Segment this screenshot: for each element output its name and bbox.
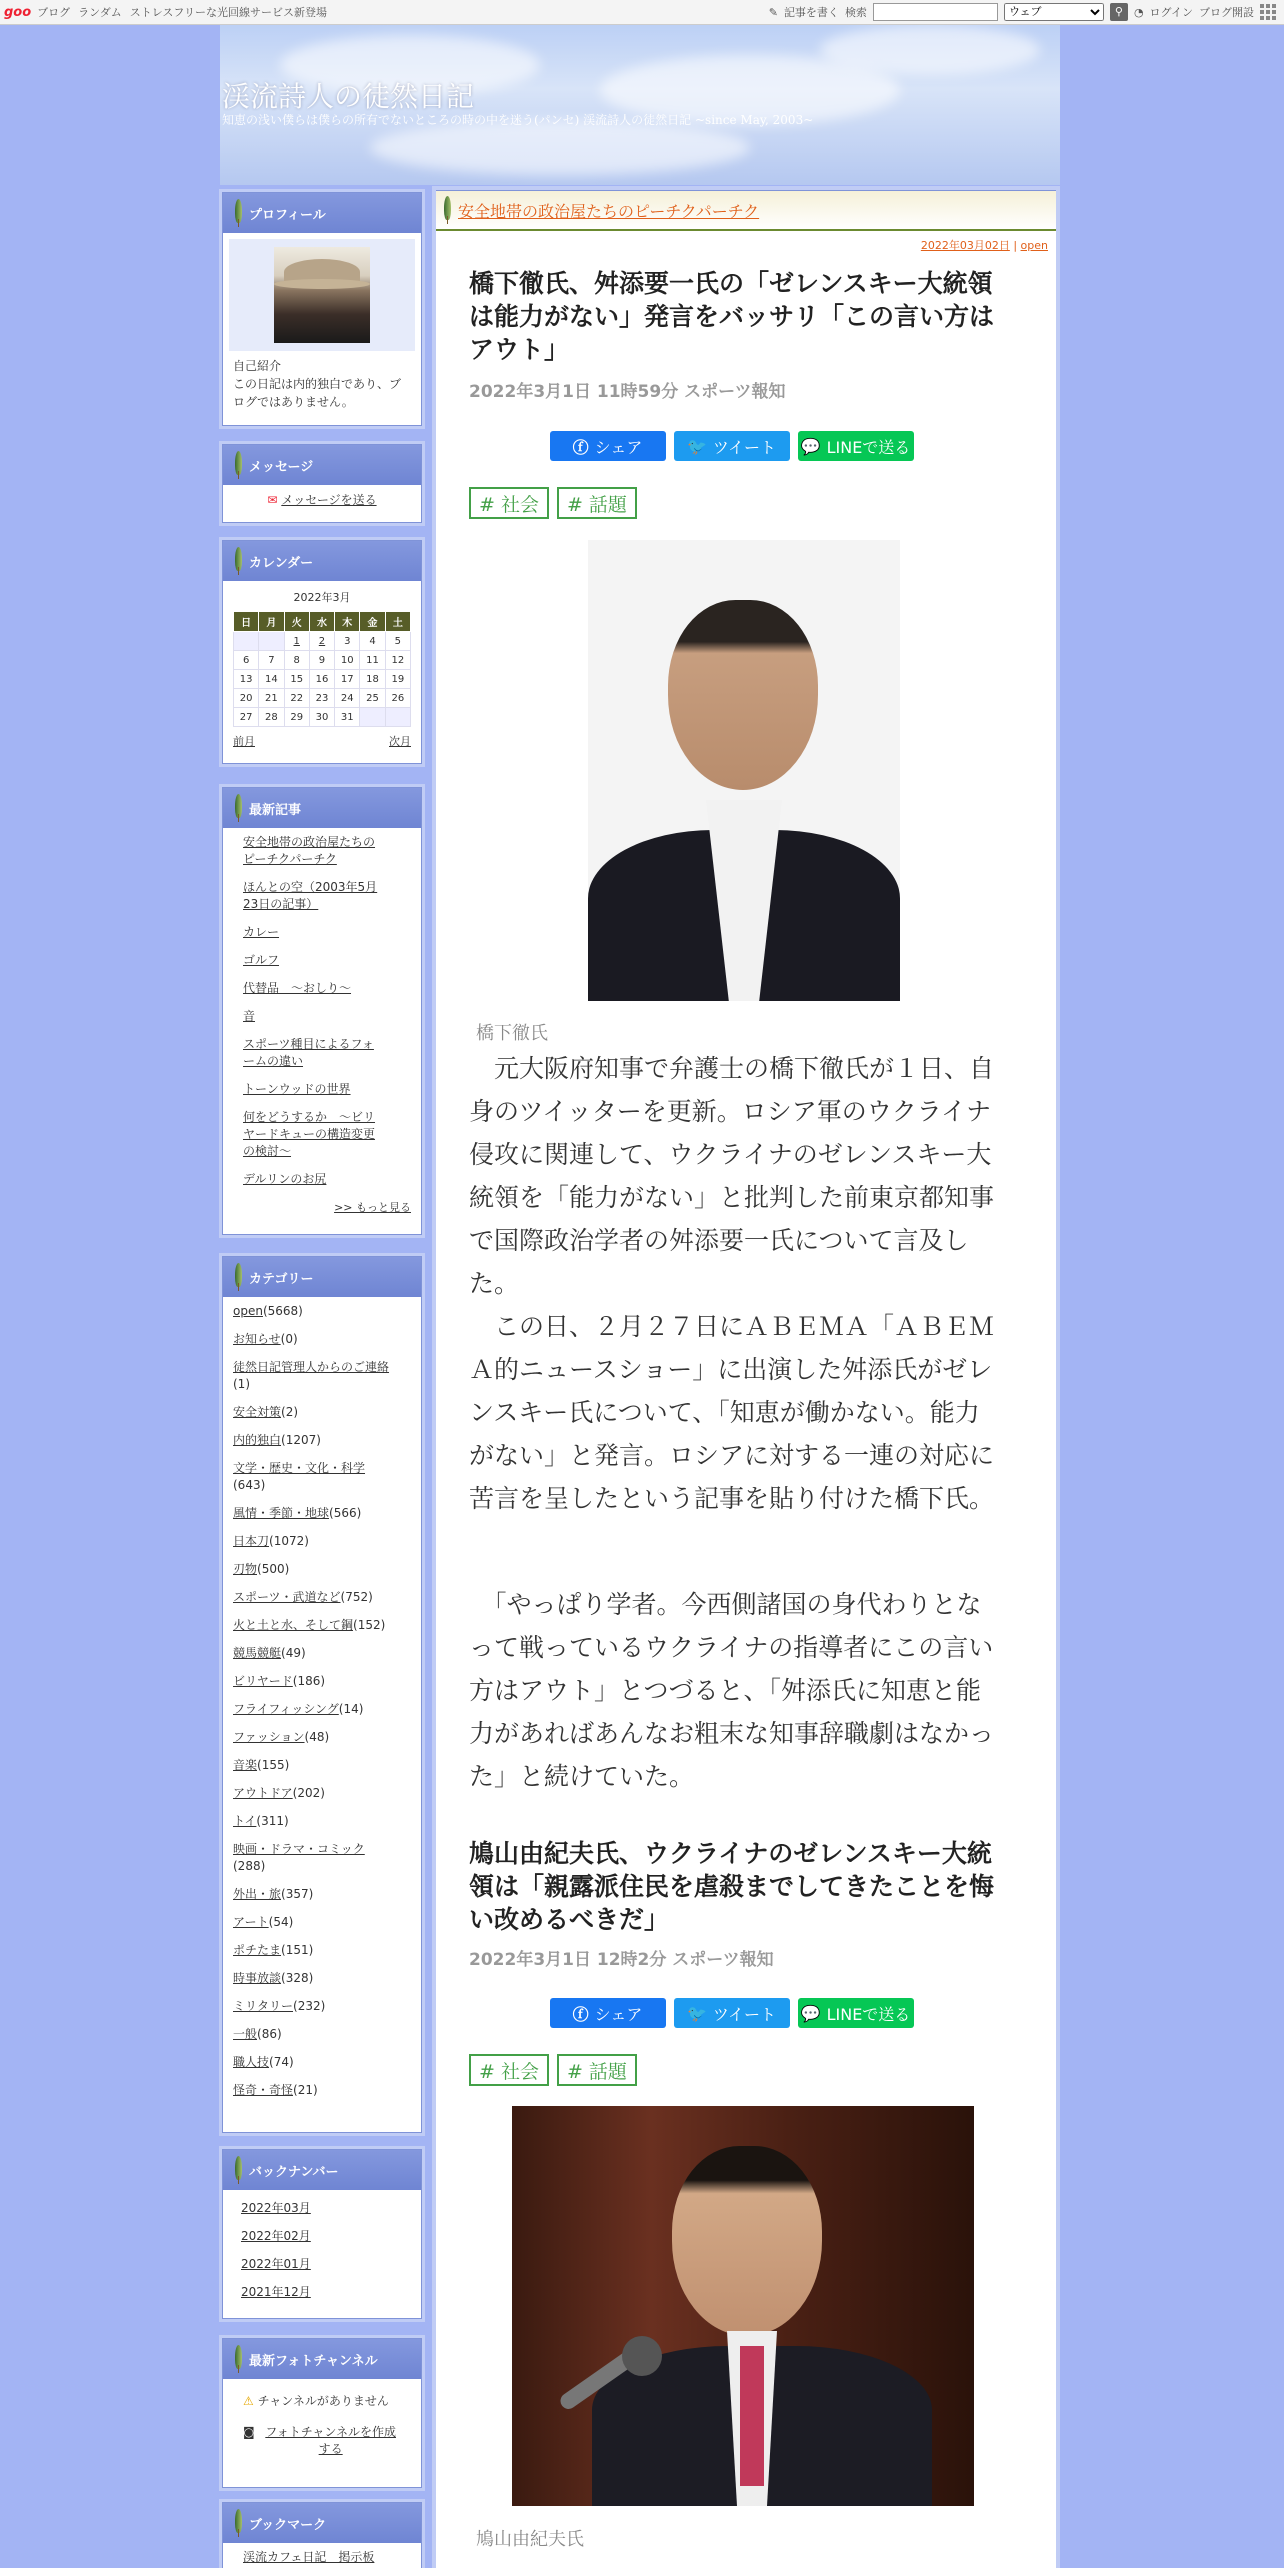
warning-icon: ⚠ bbox=[243, 2394, 254, 2408]
category-item bbox=[233, 1331, 393, 1348]
category-count: (54) bbox=[268, 1915, 294, 1929]
calendar-day-header: 日 bbox=[234, 612, 259, 632]
profile-box bbox=[222, 192, 422, 426]
leaf-icon bbox=[233, 2345, 243, 2373]
category-item bbox=[233, 2082, 393, 2099]
category-link[interactable]: ビリヤード bbox=[233, 1674, 293, 1688]
category-item bbox=[233, 1673, 393, 1690]
recent-post-link[interactable]: カレー bbox=[243, 925, 280, 939]
category-link[interactable]: ファッション bbox=[233, 1730, 305, 1744]
category-link[interactable]: 怪奇・奇怪 bbox=[233, 2083, 294, 2097]
article2-share-bar bbox=[469, 1998, 994, 2028]
search-icon[interactable]: ⚲ bbox=[1110, 3, 1128, 21]
recent-post-link[interactable]: ゴルフ bbox=[243, 953, 280, 967]
site-title[interactable]: 渓流詩人の徒然日記 bbox=[222, 80, 475, 113]
calendar-day: 10 bbox=[335, 651, 360, 670]
category-item bbox=[233, 1505, 393, 1522]
search-label: 検索 bbox=[844, 6, 867, 19]
category-link[interactable]: スポーツ・武道など bbox=[233, 1590, 341, 1604]
twitter-icon: 🐦 bbox=[686, 436, 707, 456]
calendar-day: 5 bbox=[385, 632, 410, 651]
calendar-day-header: 火 bbox=[284, 612, 309, 632]
post-date-line: 2022年03月02日 | open bbox=[920, 239, 1048, 252]
category-count: (1) bbox=[233, 1377, 250, 1391]
post-category-link[interactable]: open bbox=[1020, 239, 1048, 252]
backnumber-link[interactable]: 2022年03月 bbox=[241, 2201, 311, 2215]
category-count: (49) bbox=[281, 1646, 306, 1660]
profile-heading: プロフィール bbox=[223, 193, 421, 233]
facebook-share-button[interactable]: ⓕ シェア bbox=[550, 1998, 666, 2028]
camera-icon: ◙ bbox=[243, 2425, 255, 2439]
category-count: (643) bbox=[233, 1478, 266, 1492]
calendar-day: 28 bbox=[259, 708, 284, 727]
recent-post-link[interactable]: 代替品 ～おしり～ bbox=[243, 981, 352, 995]
article2-photo bbox=[512, 2106, 974, 2506]
calendar-day-header: 木 bbox=[335, 612, 360, 632]
photochannel-none: チャンネルがありません bbox=[257, 2394, 389, 2408]
facebook-icon: ⓕ bbox=[572, 2004, 589, 2024]
category-count: (1207) bbox=[281, 1433, 321, 1447]
calendar-day: 4 bbox=[360, 632, 385, 651]
profile-text: この日記は内的独白であり、ブログではありません。 bbox=[233, 377, 402, 409]
backnumber-link[interactable]: 2021年12月 bbox=[241, 2285, 311, 2299]
calendar-day: 14 bbox=[259, 670, 284, 689]
backnumber-link[interactable]: 2022年01月 bbox=[241, 2257, 311, 2271]
recent-post-link[interactable]: スポーツ種目によるフォームの違い bbox=[243, 1037, 374, 1068]
calendar-heading: カレンダー bbox=[223, 541, 421, 581]
category-count: (48) bbox=[304, 1730, 330, 1744]
calendar-day: 7 bbox=[259, 651, 284, 670]
calendar-week-row bbox=[234, 708, 411, 727]
topbar-link-blog[interactable]: ブログ bbox=[37, 6, 71, 19]
topbar-link-promo[interactable]: ストレスフリーな光回線サービス新登場 bbox=[129, 6, 327, 19]
recent-heading: 最新記事 bbox=[223, 788, 421, 828]
category-item bbox=[233, 1914, 393, 1931]
profile-intro-label: 自己紹介 bbox=[233, 359, 282, 373]
goo-logo[interactable]: goo bbox=[4, 4, 32, 20]
leaf-icon bbox=[442, 196, 452, 224]
category-count: (5668) bbox=[262, 1304, 303, 1318]
post-date-link[interactable]: 2022年03月02日 bbox=[920, 239, 1010, 252]
recent-post-link[interactable]: デルリンのお尻 bbox=[243, 1172, 327, 1186]
article1-headline: 橋下徹氏、舛添要一氏の「ゼレンスキー大統領は能力がない」発言をバッサリ「この言い方はアウト」 bbox=[469, 269, 995, 364]
calendar-table bbox=[233, 611, 411, 727]
category-count: (186) bbox=[292, 1674, 326, 1688]
leaf-icon bbox=[233, 1263, 243, 1291]
calendar-day: 26 bbox=[385, 689, 410, 708]
backnumber-heading: バックナンバー bbox=[223, 2150, 421, 2190]
calendar-next-link[interactable]: 次月 bbox=[389, 735, 411, 748]
backnumber-link[interactable]: 2022年02月 bbox=[241, 2229, 311, 2243]
calendar-day: 24 bbox=[335, 689, 360, 708]
recent-posts-box bbox=[222, 787, 422, 1235]
message-box bbox=[222, 444, 422, 523]
category-count: (86) bbox=[257, 2027, 282, 2041]
leaf-icon bbox=[233, 2509, 243, 2537]
calendar-box bbox=[222, 540, 422, 764]
recent-post-link[interactable]: 何をどうするか ～ビリヤードキューの構造変更の検討～ bbox=[243, 1110, 376, 1158]
article1-photo bbox=[588, 540, 900, 1001]
category-count: (752) bbox=[340, 1590, 373, 1604]
category-link[interactable]: 一般 bbox=[233, 2027, 258, 2041]
message-heading: メッセージ bbox=[223, 445, 421, 485]
calendar-day[interactable]: 1 bbox=[284, 632, 309, 651]
category-link[interactable]: 徒然日記管理人からのご連絡 bbox=[233, 1360, 390, 1374]
category-link[interactable]: フライフィッシング bbox=[233, 1702, 339, 1716]
calendar-day: 15 bbox=[284, 670, 309, 689]
category-item bbox=[233, 1813, 393, 1830]
category-item bbox=[233, 1533, 393, 1550]
category-item bbox=[233, 1970, 393, 1987]
leaf-icon bbox=[233, 451, 243, 479]
calendar-day: 11 bbox=[360, 651, 385, 670]
leaf-icon bbox=[233, 794, 243, 822]
category-item bbox=[233, 1561, 393, 1578]
category-link[interactable]: open bbox=[233, 1304, 263, 1318]
calendar-day: 21 bbox=[259, 689, 284, 708]
line-share-button[interactable]: 💬 LINEで送る bbox=[798, 431, 914, 461]
line-icon: 💬 bbox=[800, 2003, 821, 2023]
article2-headline: 鳩山由紀夫氏、ウクライナのゼレンスキー大統領は「親露派住民を虐殺までしてきたことを悔い改めるべきだ」 bbox=[469, 1839, 995, 1934]
tag-topic[interactable]: # 話題 bbox=[557, 2054, 637, 2086]
category-item bbox=[233, 2054, 393, 2071]
category-count: (288) bbox=[233, 1859, 266, 1873]
category-link[interactable]: 映画・ドラマ・コミック bbox=[233, 1842, 365, 1856]
facebook-icon: ⓕ bbox=[572, 437, 589, 457]
category-link[interactable]: 火と土と水、そして鋼 bbox=[233, 1618, 354, 1632]
calendar-day: 22 bbox=[284, 689, 309, 708]
category-count: (14) bbox=[338, 1702, 364, 1716]
calendar-day: 3 bbox=[335, 632, 360, 651]
category-item bbox=[233, 1729, 393, 1746]
article1-meta: 2022年3月1日 11時59分 スポーツ報知 bbox=[469, 382, 786, 402]
write-post-link[interactable]: 記事を書く bbox=[783, 6, 839, 19]
category-item bbox=[233, 1432, 393, 1449]
photochannel-box bbox=[222, 2338, 422, 2488]
tag-society[interactable]: # 社会 bbox=[469, 487, 549, 519]
category-item bbox=[233, 1589, 393, 1606]
category-link[interactable]: 音楽 bbox=[233, 1758, 258, 1772]
category-item bbox=[233, 1785, 393, 1802]
category-count: (152) bbox=[353, 1618, 386, 1632]
calendar-day: 31 bbox=[335, 708, 360, 727]
calendar-day: 18 bbox=[360, 670, 385, 689]
article1-tags bbox=[469, 487, 994, 519]
top-bar bbox=[0, 0, 1284, 25]
recent-post-link[interactable]: 音 bbox=[243, 1009, 256, 1023]
category-link[interactable]: 競馬競艇 bbox=[233, 1646, 282, 1660]
category-count: (1072) bbox=[269, 1534, 309, 1548]
leaf-icon bbox=[233, 547, 243, 575]
login-link[interactable]: ログイン bbox=[1149, 6, 1193, 19]
article1-share-bar bbox=[469, 431, 994, 461]
category-item bbox=[233, 2026, 393, 2043]
category-link[interactable]: 職人技 bbox=[233, 2055, 270, 2069]
photochannel-heading: 最新フォトチャンネル bbox=[223, 2339, 421, 2379]
category-item bbox=[233, 1460, 393, 1494]
search-scope-select[interactable] bbox=[1004, 3, 1104, 21]
category-item bbox=[233, 1942, 393, 1959]
category-count: (500) bbox=[257, 1562, 290, 1576]
twitter-icon: 🐦 bbox=[686, 2003, 707, 2023]
facebook-share-button[interactable]: ⓕ シェア bbox=[550, 431, 666, 461]
calendar-day: 19 bbox=[385, 670, 410, 689]
calendar-day[interactable]: 2 bbox=[309, 632, 334, 651]
article1-caption: 橋下徹氏 bbox=[476, 1023, 548, 1044]
category-count: (202) bbox=[292, 1786, 325, 1800]
category-count: (328) bbox=[281, 1971, 314, 1985]
tag-society[interactable]: # 社会 bbox=[469, 2054, 549, 2086]
post-title-bar bbox=[436, 191, 1056, 231]
category-count: (151) bbox=[281, 1943, 314, 1957]
calendar-day bbox=[385, 708, 410, 727]
calendar-prev-link[interactable]: 前月 bbox=[233, 735, 255, 748]
category-count: (232) bbox=[293, 1999, 326, 2013]
create-photochannel-link[interactable]: フォトチャンネルを作成する bbox=[265, 2425, 396, 2456]
calendar-day-header: 土 bbox=[385, 612, 410, 632]
category-link[interactable]: 時事放談 bbox=[233, 1971, 282, 1985]
profile-photo-frame bbox=[229, 239, 415, 351]
category-count: (311) bbox=[256, 1814, 289, 1828]
open-blog-link[interactable]: ブログ開設 bbox=[1199, 6, 1254, 19]
categories-heading: カテゴリー bbox=[223, 1257, 421, 1297]
recent-post-link[interactable]: ほんとの空（2003年5月23日の記事） bbox=[243, 880, 378, 911]
category-link[interactable]: アート bbox=[233, 1915, 269, 1929]
calendar-day-header: 月 bbox=[259, 612, 284, 632]
article1-paragraph-2: この日、２月２７日にＡＢＥＭＡ「ＡＢＥＭＡ的ニュースショー」に出演した舛添氏がゼレンスキー氏について、「知恵が働かない。能力がない」と発言。ロシアに対する一連の対応に苦言を呈したという記事を貼り付けた橋下氏。 bbox=[469, 1312, 995, 1513]
line-share-button[interactable]: 💬 LINEで送る bbox=[798, 1998, 914, 2028]
calendar-day: 29 bbox=[284, 708, 309, 727]
category-item bbox=[233, 1359, 393, 1393]
profile-avatar[interactable] bbox=[274, 247, 370, 343]
calendar-day-header: 金 bbox=[360, 612, 385, 632]
calendar-week-row bbox=[234, 689, 411, 708]
search-input[interactable] bbox=[873, 3, 998, 21]
category-count: (21) bbox=[293, 2083, 318, 2097]
backnumber-box bbox=[222, 2149, 422, 2319]
leaf-icon bbox=[233, 2156, 243, 2184]
calendar-day: 23 bbox=[309, 689, 334, 708]
tweet-button[interactable]: 🐦 ツイート bbox=[674, 431, 790, 461]
article2-tags bbox=[469, 2054, 994, 2086]
calendar-day: 30 bbox=[309, 708, 334, 727]
apps-grid-icon[interactable] bbox=[1260, 4, 1276, 20]
bookmark-heading: ブックマーク bbox=[223, 2503, 421, 2543]
calendar-day: 8 bbox=[284, 651, 309, 670]
category-link[interactable]: トイ bbox=[233, 1814, 257, 1828]
category-link[interactable]: ミリタリー bbox=[233, 1999, 294, 2013]
main-content bbox=[436, 190, 1056, 2568]
category-item bbox=[233, 1617, 393, 1634]
category-link[interactable]: ポチたま bbox=[233, 1943, 282, 1957]
category-link[interactable]: アウトドア bbox=[233, 1786, 293, 1800]
category-link[interactable]: 内的独白 bbox=[233, 1433, 282, 1447]
recent-post-link[interactable]: 安全地帯の政治屋たちのピーチクパーチク bbox=[243, 835, 376, 866]
category-count: (74) bbox=[269, 2055, 294, 2069]
calendar-day: 16 bbox=[309, 670, 334, 689]
recent-more-link[interactable]: >> もっと見る bbox=[334, 1201, 411, 1214]
calendar-day: 20 bbox=[234, 689, 259, 708]
pencil-icon: ✎ bbox=[768, 5, 778, 19]
send-message-link[interactable]: メッセージを送る bbox=[281, 493, 377, 507]
tweet-button[interactable]: 🐦 ツイート bbox=[674, 1998, 790, 2028]
category-link[interactable]: 風情・季節・地球 bbox=[233, 1506, 330, 1520]
calendar-week-row bbox=[234, 670, 411, 689]
category-item bbox=[233, 1303, 393, 1320]
category-item bbox=[233, 1404, 393, 1421]
category-item bbox=[233, 1841, 393, 1875]
topbar-link-random[interactable]: ランダム bbox=[78, 6, 122, 19]
calendar-day: 13 bbox=[234, 670, 259, 689]
calendar-day bbox=[234, 632, 259, 651]
line-icon: 💬 bbox=[800, 436, 821, 456]
recent-post-link[interactable]: トーンウッドの世界 bbox=[243, 1082, 351, 1096]
site-description: 知恵の浅い僕らは僕らの所有でないところの時の中を迷う(パンセ) 渓流詩人の徒然日記 ~since May, 2003~ bbox=[222, 113, 814, 127]
article1-paragraph-3: 「やっぱり学者。今西側諸国の身代わりとなって戦っているウクライナの指導者にこの言い方はアウト」とつづると、「舛添氏に知恵と能力があればあんなお粗末な知事辞職劇はなかった」と続けていた。 bbox=[469, 1590, 995, 1791]
category-item bbox=[233, 1645, 393, 1662]
category-link[interactable]: 文学・歴史・文化・科学 bbox=[233, 1461, 366, 1475]
category-item bbox=[233, 1757, 393, 1774]
blog-header bbox=[220, 25, 1060, 185]
category-item bbox=[233, 1701, 393, 1718]
leaf-icon bbox=[233, 199, 243, 227]
category-count: (0) bbox=[280, 1332, 298, 1346]
category-link[interactable]: 安全対策 bbox=[233, 1405, 282, 1419]
bookmark-box bbox=[222, 2502, 422, 2568]
login-icon: ◔ bbox=[1133, 5, 1144, 19]
tag-topic[interactable]: # 話題 bbox=[557, 487, 637, 519]
category-count: (357) bbox=[281, 1887, 314, 1901]
category-link[interactable]: 刃物 bbox=[233, 1562, 258, 1576]
article2-caption: 鳩山由紀夫氏 bbox=[476, 2529, 584, 2550]
post-title-link[interactable]: 安全地帯の政治屋たちのピーチクパーチク bbox=[458, 201, 760, 221]
category-count: (566) bbox=[329, 1506, 362, 1520]
bookmark-link[interactable]: 渓流カフェ日記 掲示板 bbox=[243, 2550, 375, 2564]
category-link[interactable]: 日本刀 bbox=[233, 1534, 270, 1548]
category-link[interactable]: お知らせ bbox=[233, 1332, 281, 1346]
calendar-week-row bbox=[234, 651, 411, 670]
category-item bbox=[233, 1998, 393, 2015]
article1-paragraph-1: 元大阪府知事で弁護士の橋下徹氏が１日、自身のツイッターを更新。ロシア軍のウクライナ侵攻に関連して、ウクライナのゼレンスキー大統領を「能力がない」と批判した前東京都知事で国際政治学者の舛添要一氏について言及した。 bbox=[469, 1054, 995, 1298]
calendar-day: 12 bbox=[385, 651, 410, 670]
category-link[interactable]: 外出・旅 bbox=[233, 1887, 282, 1901]
calendar-week-row bbox=[234, 632, 411, 651]
calendar-day bbox=[360, 708, 385, 727]
calendar-day: 27 bbox=[234, 708, 259, 727]
calendar-day: 9 bbox=[309, 651, 334, 670]
article2-meta: 2022年3月1日 12時2分 スポーツ報知 bbox=[469, 1950, 774, 1970]
calendar-day-header: 水 bbox=[309, 612, 334, 632]
category-count: (2) bbox=[281, 1405, 299, 1419]
calendar-day: 6 bbox=[234, 651, 259, 670]
calendar-day bbox=[259, 632, 284, 651]
calendar-month: 2022年3月 bbox=[293, 591, 351, 604]
calendar-day: 17 bbox=[335, 670, 360, 689]
category-count: (155) bbox=[257, 1758, 290, 1772]
category-item bbox=[233, 1886, 393, 1903]
calendar-day: 25 bbox=[360, 689, 385, 708]
categories-box bbox=[222, 1256, 422, 2133]
envelope-icon: ✉ bbox=[267, 493, 278, 507]
